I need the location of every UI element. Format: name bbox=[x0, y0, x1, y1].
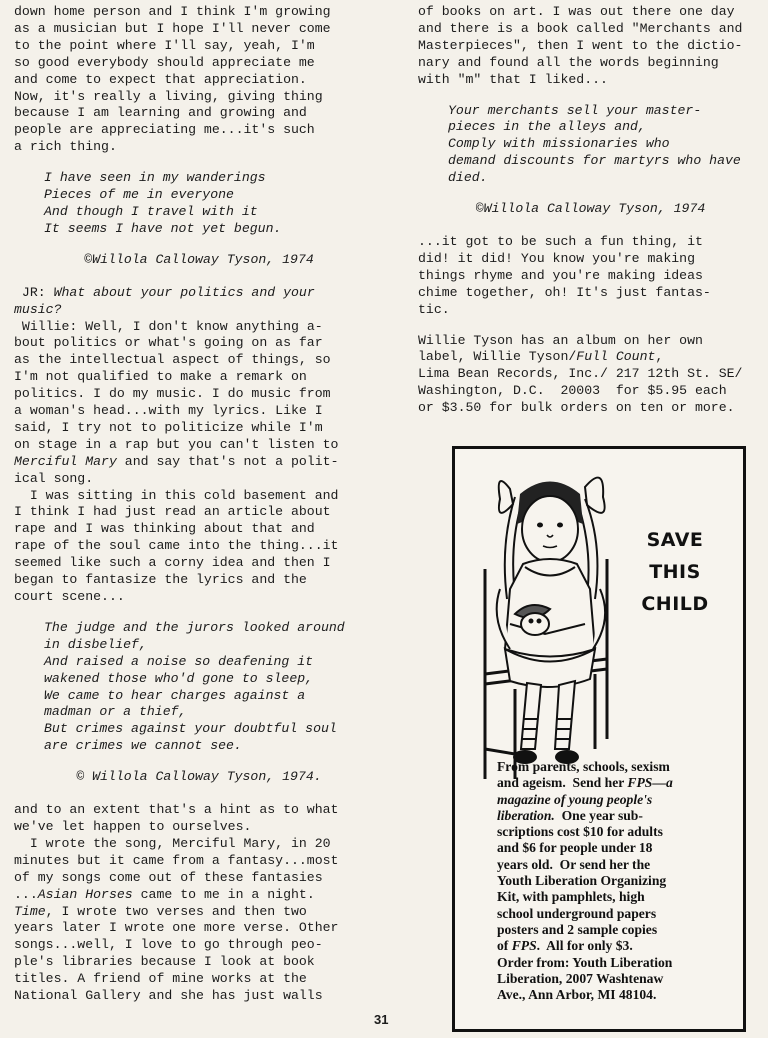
album-title: Full Count bbox=[576, 349, 656, 365]
child-head bbox=[517, 482, 583, 563]
ad-text-b: One year sub- scriptions cost $10 for adults and $6 for people under 18 years old. Or send her the Youth Liberation Organizing Kit, with pamphlets, high school underground papers posters and 2 sample copies of bbox=[497, 807, 667, 954]
answer-text: Well, I don't know anything a- bout politics or what's going on as far as the intellectual aspect of things, so I'm not qualified to make a remark on politics. I do my music. I do music from a woman's head...with my lyrics. Like I said, I try not to politicize while I'm on stage in a rap but you can't listen to bbox=[14, 318, 339, 452]
copyright-credit-1: ©Willola Calloway Tyson, 1974 bbox=[84, 251, 314, 267]
ad-text-a: From parents, schools, sexism and ageism. Send her bbox=[497, 759, 670, 791]
album-text-a: Willie Tyson has an album on her own label, Willie Tyson/ bbox=[418, 332, 703, 365]
ad-text-fps2: FPS bbox=[511, 938, 537, 954]
song-text-b: , in 20 minutes but it came from a fantasy...most of my songs come out of these fantasies ... bbox=[14, 835, 339, 902]
books-paragraph: of books on art. I was out there one day and there is a book called "Merchants and Masterpieces", then I went to the dictio- nary and found all the words beginning with "m" that I liked... bbox=[418, 4, 743, 87]
ad-text-c: . All for only $3. Order from: Youth Liberation Liberation, 2007 Washtenaw Ave., Ann Arbor, MI 48104. bbox=[497, 938, 673, 1003]
interview-answer bbox=[14, 319, 384, 488]
song-text-c: came to me in a night. bbox=[140, 886, 315, 902]
ad-body-text bbox=[497, 759, 729, 1003]
question-speaker: JR: bbox=[21, 284, 54, 300]
poem-wanderings: I have seen in my wanderings Pieces of me in everyone And though I travel with it It seems I have not yet begun. bbox=[44, 170, 282, 236]
copyright-credit-2: © Willola Calloway Tyson, 1974. bbox=[76, 769, 322, 785]
album-text-b: , Lima Bean Records, Inc./ 217 12th St. SE/ Washington, D.C. 20003 for $5.95 each or $3.50 for bulk orders on ten or more. bbox=[418, 349, 743, 416]
answer-text-end: and say that's not a polit- ical song. bbox=[14, 453, 339, 486]
child-legs bbox=[521, 681, 575, 749]
page-number: 31 bbox=[374, 1012, 389, 1027]
intro-paragraph: down home person and I think I'm growing as a musician but I hope I'll never come to the point where I'll say, yeah, I'm so good everybody should appreciate me and come to expect that appreciation. Now, it's really a living, giving thing because I am learning and growing and people are appreciating me...it's such a rich thing. bbox=[14, 4, 331, 155]
song-text-a: I wrote the song, bbox=[14, 835, 173, 851]
song-title-merciful-mary: Merciful Mary bbox=[14, 453, 117, 469]
interview-question bbox=[14, 285, 384, 319]
copyright-credit-3: ©Willola Calloway Tyson, 1974 bbox=[475, 201, 706, 217]
song-text-d: , I wrote two verses and then two years later I wrote one more verse. Other songs...well, I love to go through peo- ple's libraries because I look at book titles. A friend of mine works at the National Gallery and she has just walls bbox=[14, 903, 339, 1004]
question-text: What about your politics and your music? bbox=[14, 284, 315, 317]
right-column bbox=[418, 4, 763, 417]
basement-paragraph: I was sitting in this cold basement and I think I had just read an article about rape and I was thinking about that and rape of the soul came into the thing...it seemed like such a corny idea and then I began to fantasize the lyrics and the court scene... bbox=[14, 487, 339, 604]
song-title-time: Time bbox=[14, 903, 46, 919]
headline-this: THIS bbox=[649, 561, 701, 583]
extent-paragraph: and to an extent that's a hint as to what we've let happen to ourselves. bbox=[14, 802, 339, 834]
album-paragraph bbox=[418, 333, 763, 418]
song-title-asian-horses: Asian Horses bbox=[37, 886, 133, 902]
song-title-merciful-mary-2: Merciful Mary bbox=[172, 835, 276, 851]
headline-child: CHILD bbox=[641, 593, 709, 615]
save-this-child-ad bbox=[452, 446, 746, 1032]
song-paragraph bbox=[14, 836, 384, 1005]
poem-merchants: Your merchants sell your master- pieces in the alleys and, Comply with missionaries who demand discounts for martyrs who have died. bbox=[448, 102, 741, 186]
headline-save: SAVE bbox=[646, 529, 704, 551]
left-column bbox=[14, 4, 384, 1005]
fun-paragraph: ...it got to be such a fun thing, it did! it did! You know you're making things rhyme and you're making ideas chime together, oh! It's just fantas- tic. bbox=[418, 233, 711, 317]
answer-speaker: Willie: bbox=[21, 318, 86, 334]
poem-judge: The judge and the jurors looked around in disbelief, And raised a noise so deafening it wakened those who'd gone to sleep, We came to hear charges against a madman or a thief, But crimes against your doubtful soul are crimes we cannot see. bbox=[44, 619, 345, 754]
ad-text-fps: FPS—a magazine of young people's liberation. bbox=[497, 775, 673, 823]
